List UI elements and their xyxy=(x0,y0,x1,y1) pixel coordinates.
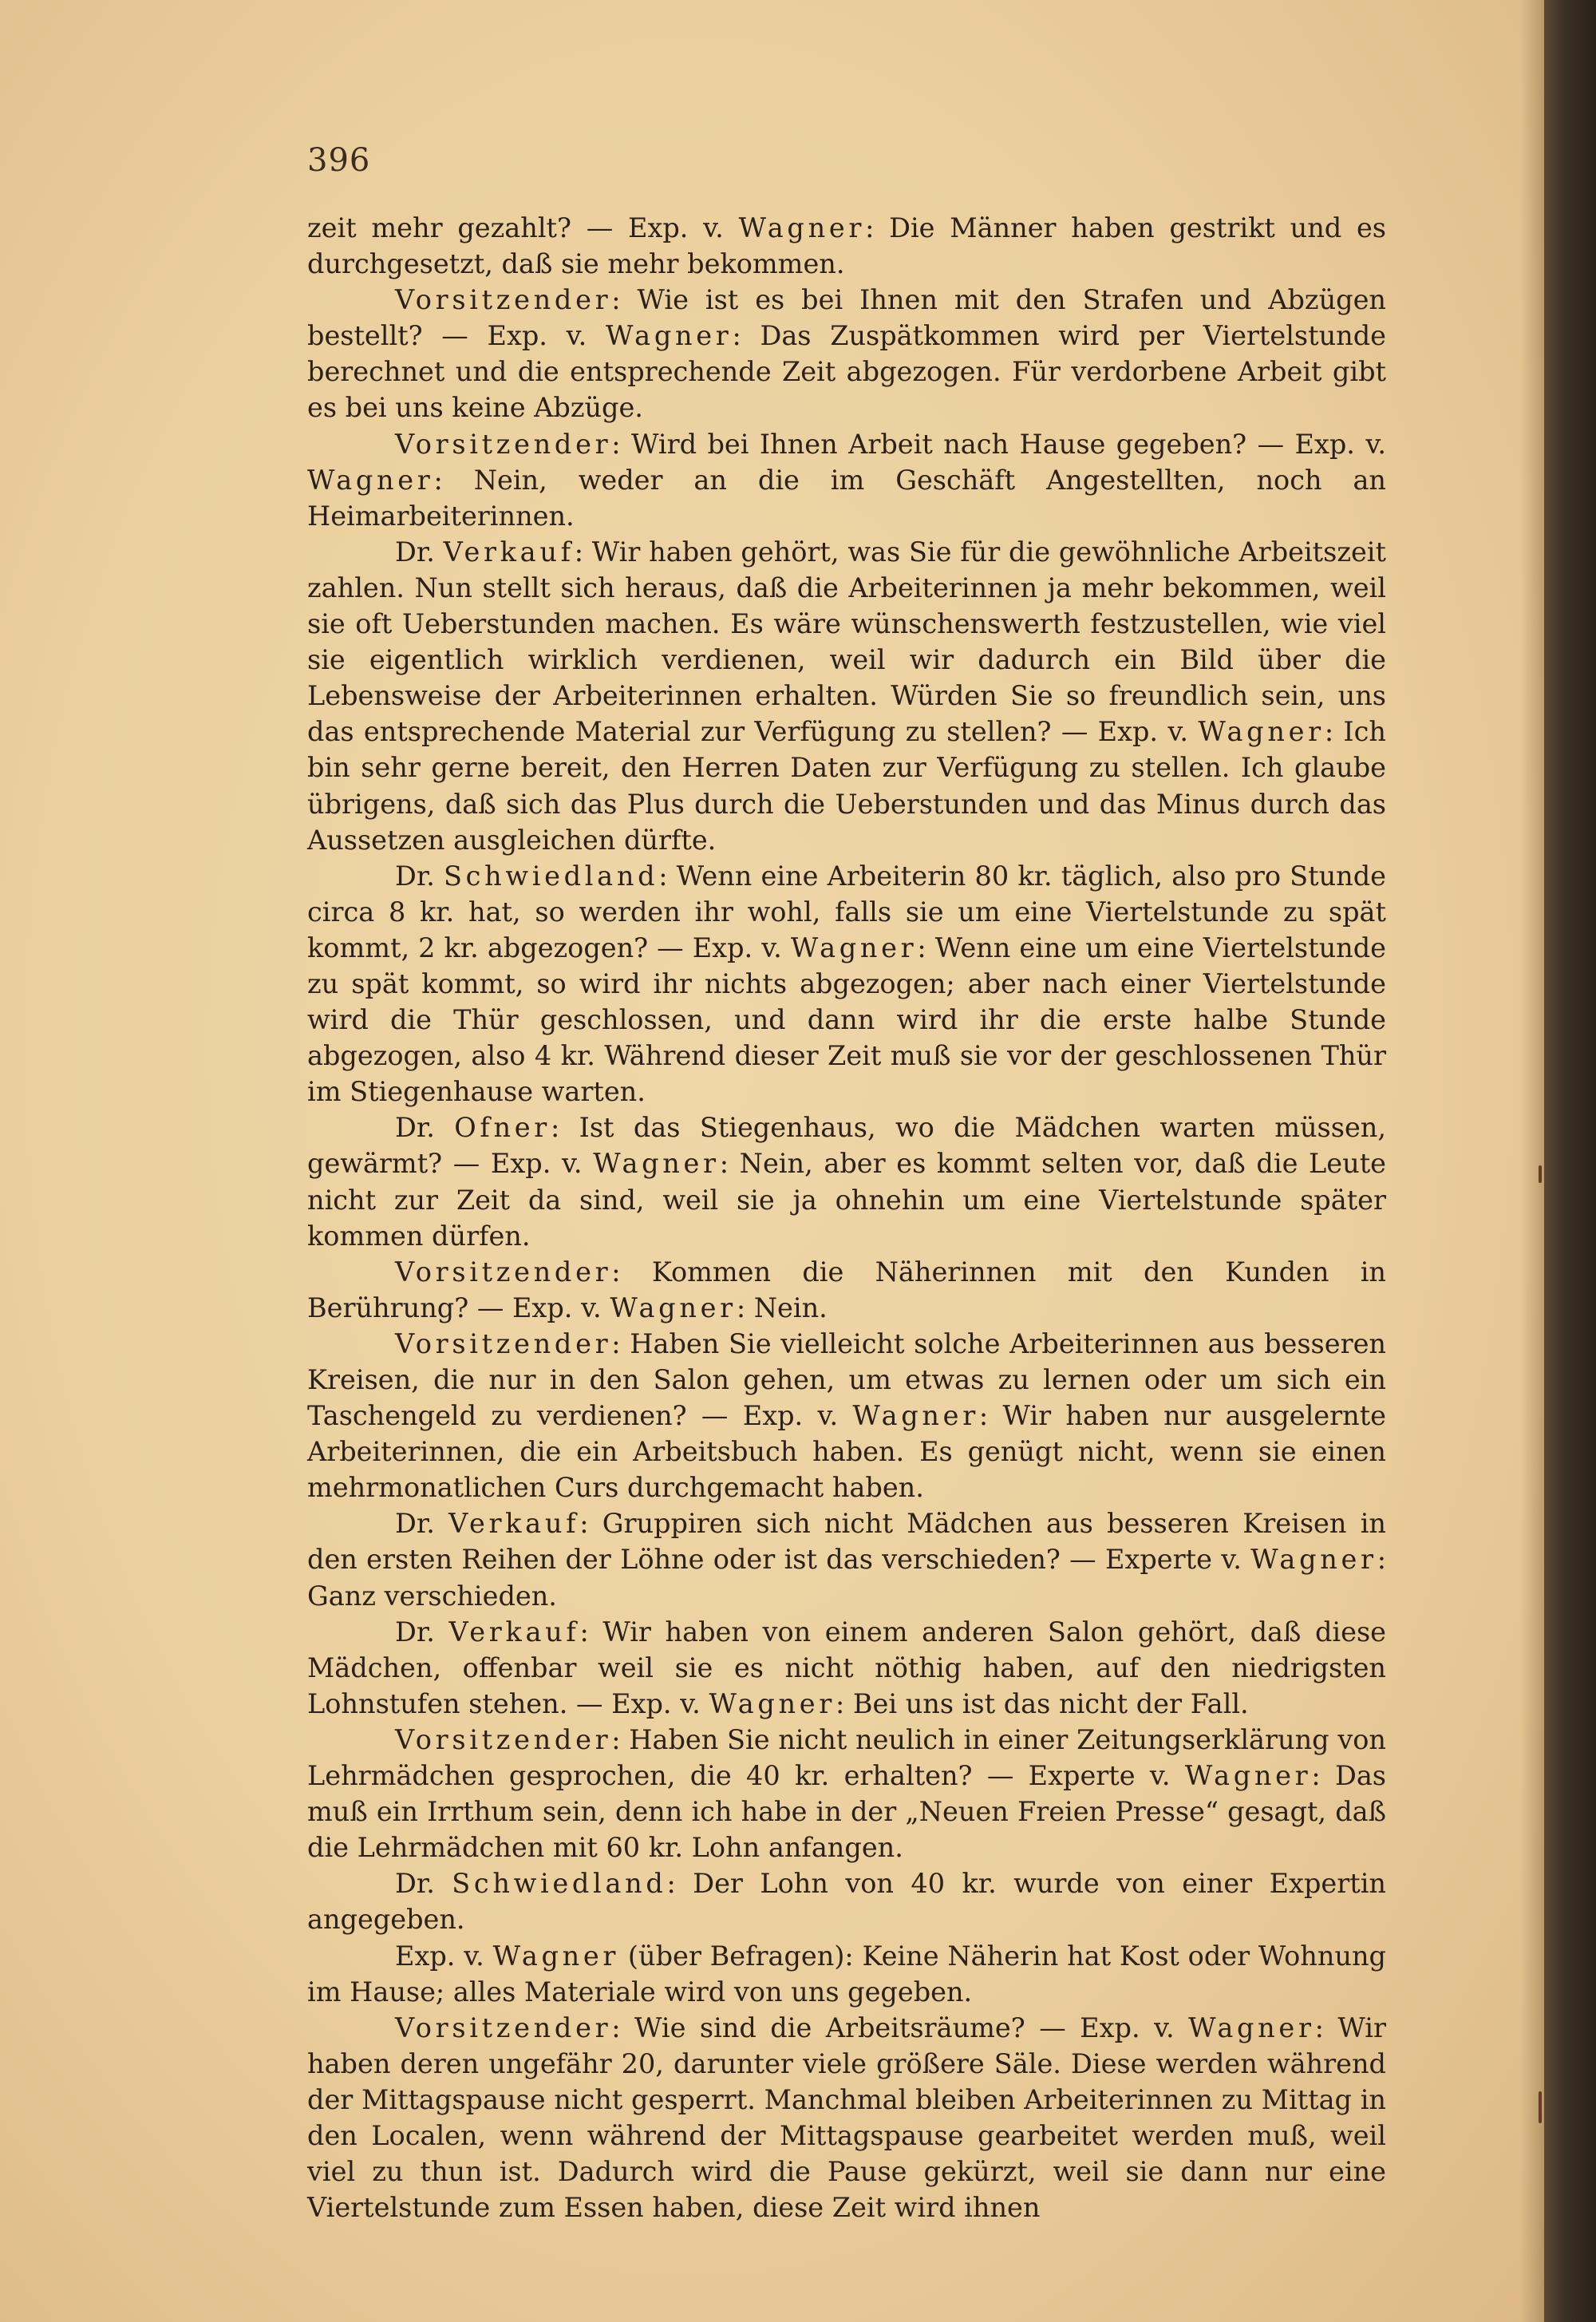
paragraph xyxy=(307,858,1386,1110)
paragraph xyxy=(307,426,1386,534)
text-run: : Gruppiren sich nicht Mädchen aus besseren Kreisen in den ersten Reihen der Löhne oder ist das verschieden? — Experte v. xyxy=(307,1508,1386,1576)
speaker-name: Ofner xyxy=(454,1112,551,1144)
speaker-name: Wagner xyxy=(605,320,733,352)
margin-mark xyxy=(1539,1165,1542,1183)
text-run: Dr. xyxy=(395,860,444,892)
text-run: Dr. xyxy=(395,1616,449,1648)
text-run: Dr. xyxy=(395,1868,452,1900)
paragraph xyxy=(307,1614,1386,1722)
paragraph xyxy=(307,2010,1386,2226)
body-text xyxy=(307,210,1386,2225)
text-run: : Wir haben gehört, was Sie für die gewöhnliche Arbeitszeit zahlen. Nun stellt sich heraus, daß die Arbeiterinnen ja mehr bekommen, weil sie oft Ueberstunden machen. Es wäre wünschenswerth festzustellen, wie viel sie eigentlich wirklich verdienen, weil wir dadurch ein Bild über die Lebensweise der Arbeiterinnen erhalten. Würden Sie so freundlich sein, uns das entsprechende Material zur Verfügung zu stellen? — Exp. v. xyxy=(307,536,1386,748)
paragraph xyxy=(307,282,1386,425)
page-edge-shadow xyxy=(1520,0,1544,2322)
text-run: (über Befragen): Keine Näherin hat Kost oder Wohnung im Hause; alles Materiale wird von uns gegeben. xyxy=(307,1940,1386,2008)
speaker-name: Wagner xyxy=(790,932,918,963)
text-run: : Wird bei Ihnen Arbeit nach Hause gegeben? — Exp. v. xyxy=(611,428,1386,460)
paragraph xyxy=(307,1326,1386,1505)
speaker-name: Wagner xyxy=(307,464,434,496)
paragraph xyxy=(307,1254,1386,1326)
text-run: : Der Lohn von 40 kr. wurde von einer Expertin angegeben. xyxy=(307,1868,1386,1936)
paragraph xyxy=(307,210,1386,282)
speaker-name: Verkauf xyxy=(448,1508,580,1540)
text-run: : Wir haben von einem anderen Salon gehört, daß diese Mädchen, offenbar weil sie es nicht nöthig haben, auf den niedrigsten Lohnstufen stehen. — Exp. v. xyxy=(307,1616,1386,1719)
text-run: Dr. xyxy=(395,1112,455,1144)
text-run: : Ganz verschieden. xyxy=(307,1544,1386,1612)
speaker-name: Wagner xyxy=(852,1400,979,1432)
speaker-name: Wagner xyxy=(1198,716,1325,748)
text-run: : Wie ist es bei Ihnen mit den Strafen und Abzügen bestellt? — Exp. v. xyxy=(307,284,1386,352)
speaker-name: Vorsitzender xyxy=(395,1256,612,1288)
text-run: : Nein, weder an die im Geschäft Angestellten, noch an Heimarbeiterinnen. xyxy=(307,464,1386,532)
text-run: Dr. xyxy=(395,536,444,568)
speaker-name: Wagner xyxy=(1184,1760,1312,1792)
text-run: : Die Männer haben gestrikt und es durchgesetzt, daß sie mehr bekommen. xyxy=(307,212,1387,280)
page-number: 396 xyxy=(307,142,371,179)
paragraph xyxy=(307,1110,1386,1253)
speaker-name: Schwiedland xyxy=(444,860,659,892)
speaker-name: Wagner xyxy=(738,212,866,243)
speaker-name: Wagner xyxy=(1188,2011,1315,2043)
speaker-name: Wagner xyxy=(593,1148,720,1180)
text-run: zeit mehr gezahlt? — Exp. v. xyxy=(307,212,739,243)
speaker-name: Wagner xyxy=(492,1940,620,1972)
speaker-name: Vorsitzender xyxy=(395,1327,612,1359)
speaker-name: Wagner xyxy=(1250,1544,1377,1576)
text-run: : Nein, aber es kommt selten vor, daß die Leute nicht zur Zeit da sind, weil sie ja ohnehin um eine Viertelstunde später kommen dürfen. xyxy=(307,1148,1386,1252)
text-run: : Wir haben deren ungefähr 20, darunter viele größere Säle. Diese werden während der Mittagspause nicht gesperrt. Manchmal bleiben Arbeiterinnen zu Mittag in den Localen, wenn während der Mittagspause gearbeitet werden muß, weil viel zu thun ist. Dadurch wird die Pause gekürzt, weil sie dann nur eine Viertelstunde zum Essen haben, diese Zeit wird ihnen xyxy=(307,2011,1386,2224)
speaker-name: Vorsitzender xyxy=(395,1723,612,1755)
text-run: : Wie sind die Arbeitsräume? — Exp. v. xyxy=(611,2011,1189,2043)
speaker-name: Vorsitzender xyxy=(395,2011,612,2043)
margin-mark xyxy=(1539,2091,1542,2123)
speaker-name: Vorsitzender xyxy=(395,284,612,316)
text-run: : Nein. xyxy=(736,1292,828,1323)
text-run: : Haben Sie nicht neulich in einer Zeitungserklärung von Lehrmädchen gesprochen, die 40 kr. erhalten? — Experte v. xyxy=(307,1723,1386,1792)
speaker-name: Vorsitzender xyxy=(395,428,612,460)
text-run: : Wir haben nur ausgelernte Arbeiterinnen, die ein Arbeitsbuch haben. Es genügt nicht, wenn sie einen mehrmonatlichen Curs durchgemacht haben. xyxy=(307,1400,1386,1504)
text-run: : Ich bin sehr gerne bereit, den Herren Daten zur Verfügung zu stellen. Ich glaube übrigens, daß sich das Plus durch die Ueberstunden und das Minus durch das Aussetzen ausgleichen dürfte. xyxy=(307,716,1386,856)
text-run: : Bei uns ist das nicht der Fall. xyxy=(835,1687,1249,1719)
book-binding xyxy=(1544,0,1596,2322)
paragraph xyxy=(307,1938,1386,2010)
paragraph xyxy=(307,1505,1386,1613)
text-run: Exp. v. xyxy=(395,1940,493,1972)
speaker-name: Verkauf xyxy=(443,536,575,568)
text-run: Dr. xyxy=(395,1508,449,1540)
speaker-name: Verkauf xyxy=(448,1616,580,1648)
text-run: : Das Zuspätkommen wird per Viertelstunde berechnet und die entsprechende Zeit abgezogen. Für verdorbene Arbeit gibt es bei uns keine Abzüge. xyxy=(307,320,1386,424)
text-run: : Haben Sie vielleicht solche Arbeiterinnen aus besseren Kreisen, die nur in den Salon gehen, um etwas zu lernen oder um sich ein Taschengeld zu verdienen? — Exp. v. xyxy=(307,1327,1386,1432)
speaker-name: Wagner xyxy=(709,1687,836,1719)
speaker-name: Wagner xyxy=(610,1292,737,1323)
text-run: : Wenn eine Arbeiterin 80 kr. täglich, also pro Stunde circa 8 kr. hat, so werden ihr wohl, falls sie um eine Viertelstunde zu spät kommt, 2 kr. abgezogen? — Exp. v. xyxy=(307,860,1386,963)
text-run: : Das muß ein Irrthum sein, denn ich habe in der „Neuen Freien Presse“ gesagt, daß die Lehrmädchen mit 60 kr. Lohn anfangen. xyxy=(307,1760,1386,1864)
paragraph xyxy=(307,1722,1386,1865)
text-run: : Kommen die Näherinnen mit den Kunden in Berührung? — Exp. v. xyxy=(307,1256,1386,1323)
paragraph xyxy=(307,534,1386,858)
text-run: : Wenn eine um eine Viertelstunde zu spät kommt, so wird ihr nichts abgezogen; aber nach einer Viertelstunde wird die Thür geschlossen, und dann wird ihr die erste halbe Stunde abgezogen, also 4 kr. Während dieser Zeit muß sie vor der geschlossenen Thür im Stiegenhause warten. xyxy=(307,932,1386,1108)
text-run: : Ist das Stiegenhaus, wo die Mädchen warten müssen, gewärmt? — Exp. v. xyxy=(307,1112,1386,1180)
speaker-name: Schwiedland xyxy=(452,1868,667,1900)
paragraph xyxy=(307,1865,1386,1937)
